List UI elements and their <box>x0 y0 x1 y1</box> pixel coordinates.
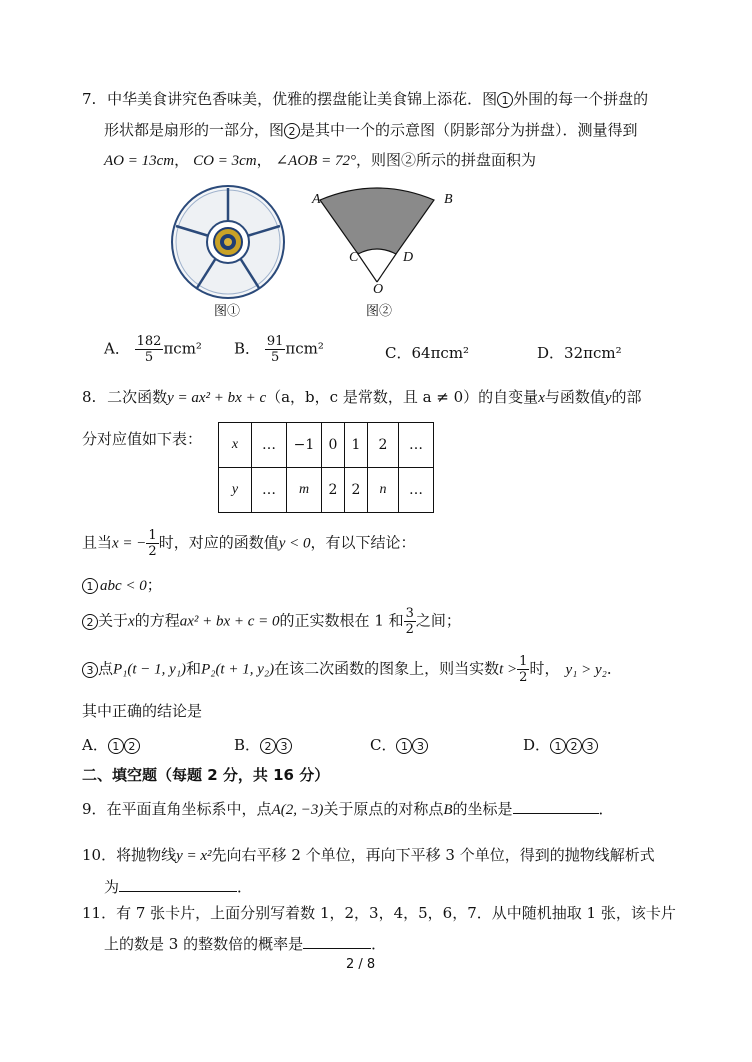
statement-2-c: 的正实数根在 1 和 <box>279 611 404 630</box>
q9-b: 关于原点的对称点 <box>323 800 444 818</box>
q8-cond-c: ，有以下结论： <box>310 533 416 552</box>
q7-line1 <box>82 88 648 109</box>
q7-option-b <box>234 334 324 365</box>
figure-2-sector-diagram <box>306 186 436 298</box>
fig2-label-o: O <box>373 282 384 297</box>
figure-1-plate <box>170 184 286 300</box>
circle-mark: 1 <box>396 738 412 754</box>
q8-cond-num: 1 <box>148 528 157 543</box>
statement-3-den: 2 <box>519 670 528 685</box>
table-cell: … <box>399 423 434 468</box>
q8-line2-text: 分对应值如下表： <box>82 430 203 448</box>
q9 <box>82 797 614 819</box>
circle-mark: 1 <box>108 738 124 754</box>
circle-mark: 3 <box>276 738 292 754</box>
q8-var-x: x <box>538 390 545 406</box>
circle-mark: 2 <box>124 738 140 754</box>
circle-mark: 3 <box>582 738 598 754</box>
q7-option-b-letter: B． <box>234 339 261 358</box>
statement-2-num: 3 <box>405 606 414 621</box>
statement-3-mark: 3 <box>82 662 98 678</box>
q7-line2-b: 是其中一个的示意图（阴影部分为拼盘）．测量得到 <box>300 121 638 139</box>
statement-2-den: 2 <box>405 622 414 637</box>
fig2-label-c: C <box>349 250 359 265</box>
q8-cond-x: x = − <box>112 535 147 552</box>
q8-option-d <box>523 734 598 755</box>
q7-number: 7. <box>82 90 97 108</box>
statement-3-result: y₁ > y₂ <box>565 661 607 678</box>
statement-3-e: ． <box>606 659 622 678</box>
q8-cond-y: y < 0 <box>278 535 311 552</box>
q8-ask: 其中正确的结论是 <box>82 702 203 720</box>
q8-option-b <box>234 734 292 755</box>
q11-line2 <box>104 932 386 954</box>
q8-value-table <box>218 422 434 513</box>
circle-mark: 3 <box>412 738 428 754</box>
q7-line1-text: 中华美食讲究色香味美，优雅的摆盘能让美食锦上添花．图 <box>107 90 498 108</box>
statement-3-num: 1 <box>519 654 528 669</box>
q9-c: 的坐标是 <box>452 800 513 818</box>
q8-statement-2 <box>82 606 461 637</box>
table-cell: 2 <box>322 468 345 513</box>
table-cell: 2 <box>345 468 368 513</box>
q9-end: ． <box>598 800 614 818</box>
statement-1-text: abc < 0 <box>100 578 147 594</box>
q7-option-d-letter: D． <box>537 344 565 362</box>
q10-function: y = x² <box>176 848 212 864</box>
q8-cond-b: 时，对应的函数值 <box>158 533 279 552</box>
q8-line1 <box>82 386 642 407</box>
q7-option-c-letter: C． <box>385 344 412 362</box>
q11-end: ． <box>371 935 387 953</box>
statement-3-t: t > <box>499 661 518 678</box>
figure-2-caption: 图② <box>366 304 393 319</box>
table-cell: 1 <box>345 423 368 468</box>
fig2-label-b: B <box>444 192 453 207</box>
q7-option-d <box>537 342 622 363</box>
q11-line1 <box>82 902 676 923</box>
q10-b: 先向右平移 2 个单位，再向下平移 3 个单位，得到的抛物线解析式 <box>211 846 655 864</box>
q7-option-a-unit: πcm² <box>163 339 202 358</box>
q7-option-b-fraction <box>265 334 286 365</box>
statement-2-a: 关于 <box>98 611 129 630</box>
q7-line3: AO = 13cm， CO = 3cm， ∠AOB = 72°，则图②所示的拼盘面积为 <box>104 151 536 169</box>
q8-option-a-letter: A． <box>82 736 108 754</box>
circle-mark: 2 <box>260 738 276 754</box>
q8-option-c <box>370 734 428 755</box>
q8-cond-fraction <box>146 528 158 559</box>
q10-end: ． <box>237 878 253 896</box>
statement-2-d: 之间； <box>415 611 461 630</box>
table-cell: … <box>252 423 287 468</box>
q7-option-c-text: 64πcm² <box>411 344 470 362</box>
q8-cond-a: 且当 <box>82 533 113 552</box>
q7-option-b-den: 5 <box>270 350 280 365</box>
q7-option-b-unit: πcm² <box>285 339 324 358</box>
q11-b: 上的数是 3 的整数倍的概率是 <box>104 935 304 953</box>
statement-2-b: 的方程 <box>134 611 180 630</box>
circle-mark: 2 <box>566 738 582 754</box>
q11-answer-blank[interactable] <box>303 932 371 949</box>
q7-angle: ∠AOB = 72° <box>275 153 356 169</box>
q8-statement-3 <box>82 654 622 685</box>
statement-2-x: x <box>128 613 135 630</box>
table-cell: 2 <box>368 423 399 468</box>
table-cell: m <box>287 468 322 513</box>
statement-3-b: 和 <box>186 659 202 678</box>
q9-answer-blank[interactable] <box>513 797 599 814</box>
q7-option-a-fraction <box>135 334 164 365</box>
q10-a: 将抛物线 <box>116 846 177 864</box>
q8-option-c-letter: C． <box>370 736 397 754</box>
table-cell: −1 <box>287 423 322 468</box>
fig2-label-a: A <box>312 192 321 207</box>
section-2-title: 二、填空题（每题 2 分，共 16 分） <box>82 766 330 784</box>
q9-point: A(2, −3) <box>271 802 324 818</box>
q8-option-d-letter: D． <box>523 736 551 754</box>
q11-number: 11． <box>82 904 117 922</box>
q8-var-y: y <box>604 390 612 406</box>
q8-condition <box>82 528 416 559</box>
table-cell: y <box>219 468 252 513</box>
q10-c: 为 <box>104 878 120 896</box>
q10-line1 <box>82 844 655 865</box>
fig2-ref-mark: 2 <box>284 123 300 139</box>
table-cell: … <box>252 468 287 513</box>
statement-3-c: 在该二次函数的图象上，则当实数 <box>274 659 500 678</box>
table-cell: 0 <box>322 423 345 468</box>
table-row-y <box>219 468 434 513</box>
q7-line2 <box>104 119 638 140</box>
statement-1-end: ； <box>146 576 162 594</box>
q8-statement-1 <box>82 574 162 595</box>
statement-2-fraction <box>404 606 416 637</box>
q7-line1-end: 外围的每一个拼盘的 <box>513 90 649 108</box>
table-cell: x <box>219 423 252 468</box>
fig2-label-d: D <box>403 250 414 265</box>
q7-option-a-den: 5 <box>144 350 154 365</box>
q8-line1-a: 二次函数 <box>107 388 168 406</box>
q7-option-a-letter: A． <box>104 339 130 358</box>
q11-a: 有 7 张卡片，上面分别写着数 1，2，3，4，5，6，7．从中随机抽取 1 张，该卡片 <box>116 904 676 922</box>
statement-3-fraction <box>517 654 529 685</box>
q7-option-a-num: 182 <box>136 334 162 349</box>
q8-function: y = ax² + bx + c <box>167 390 267 406</box>
q8-option-b-letter: B． <box>234 736 261 754</box>
q9-a: 在平面直角坐标系中，点 <box>106 800 272 818</box>
q7-option-b-num: 91 <box>266 334 284 349</box>
table-row-x <box>219 423 434 468</box>
q8-option-a <box>82 734 140 755</box>
q9-var-b: B <box>443 802 453 818</box>
q7-option-d-text: 32πcm² <box>564 344 622 362</box>
statement-3-d: 时， <box>529 659 560 678</box>
table-cell: … <box>399 468 434 513</box>
fig1-ref-mark: 1 <box>497 92 513 108</box>
statement-3-p1: P₁(t − 1, y₁) <box>113 661 187 678</box>
statement-3-a: 点 <box>98 659 114 678</box>
q8-cond-den: 2 <box>148 544 157 559</box>
statement-2-equation: ax² + bx + c = 0 <box>179 613 280 630</box>
q7-option-c <box>385 342 469 363</box>
statement-3-p2: P₂(t + 1, y₂) <box>201 661 275 678</box>
q8-line1-b: （a，b，c 是常数，且 a ≠ 0）的自变量 <box>266 388 539 406</box>
q8-line1-d: 的部 <box>611 388 642 406</box>
figure-1-caption: 图① <box>214 304 241 319</box>
statement-1-mark: 1 <box>82 578 98 594</box>
q7-option-a <box>104 334 202 365</box>
q8-line1-c: 与函数值 <box>544 388 605 406</box>
q7-line2-a: 形状都是扇形的一部分，图 <box>104 121 285 139</box>
q8-line2 <box>82 428 202 449</box>
q8-number: 8. <box>82 388 97 406</box>
page-number: 2 / 8 <box>346 957 376 972</box>
q9-number: 9． <box>82 800 107 818</box>
q7-line3-end: ，则图②所示的拼盘面积为 <box>355 151 536 169</box>
circle-mark: 1 <box>550 738 566 754</box>
q7-co: CO = 3cm <box>193 153 257 169</box>
table-cell: n <box>368 468 399 513</box>
q10-line2 <box>104 875 252 897</box>
statement-2-mark: 2 <box>82 614 98 630</box>
q10-number: 10． <box>82 846 117 864</box>
q7-ao: AO = 13cm <box>104 153 175 169</box>
q10-answer-blank[interactable] <box>119 875 237 892</box>
